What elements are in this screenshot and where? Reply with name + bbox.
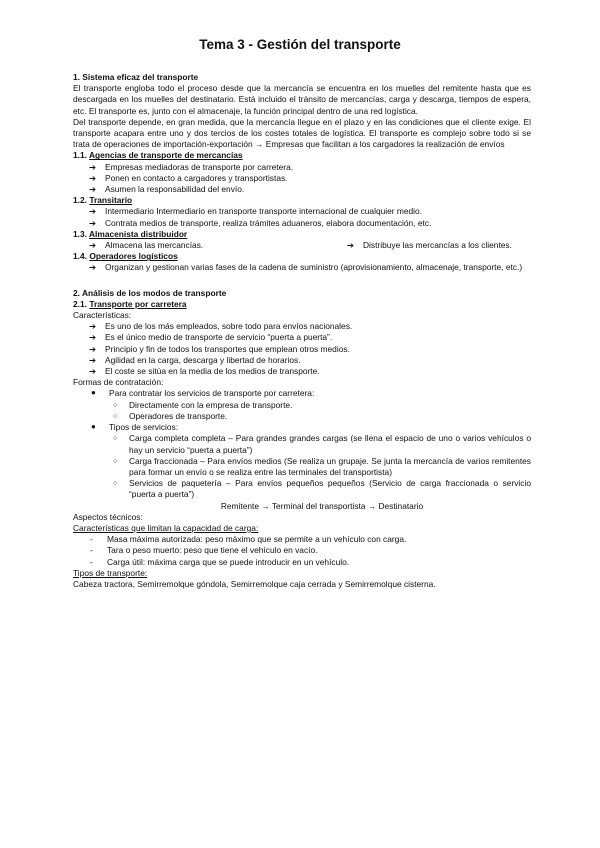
list-item: - Tara o peso muerto: peso que tiene el vehículo en vacío. — [90, 545, 318, 556]
subsection-2-1-heading — [73, 299, 531, 310]
circle-bullet-icon: ○ — [113, 412, 118, 420]
subsection-number: 2.1. — [73, 298, 87, 309]
contract-forms-label: Formas de contratación: — [73, 377, 164, 388]
capacity-limits-label: Características que limitan la capacidad de carga: — [73, 522, 259, 533]
arrow-icon: ➔ — [89, 354, 97, 365]
bullet-icon: ● — [91, 422, 96, 432]
list-item: ➔ Principio y fin de todos los transportes que emplean otros medios. — [89, 343, 350, 354]
circle-bullet-icon: ○ — [113, 401, 118, 409]
list-item: ➔ El coste se sitúa en la media de los medios de transporte. — [89, 366, 320, 377]
list-item: ➔ Agilidad en la carga, descarga y libertad de horarios. — [89, 354, 301, 365]
list-item: ○ Carga fraccionada – Para envíos medios (Se realiza un grupaje. Se junta la mercancía de varios remitentes para formar un envío o se realiza entre las terminales del transportista) — [113, 455, 531, 477]
bullet-icon: ● — [91, 388, 96, 398]
transport-flow: Remitente → Terminal del transportista → Destinatario — [220, 500, 424, 511]
list-item: ● Para contratar los servicios de transporte por carretera: — [91, 388, 315, 399]
arrow-icon: ➔ — [89, 262, 97, 273]
list-item: ○ Operadores de transporte. — [113, 410, 228, 421]
page-title: Tema 3 - Gestión del transporte — [199, 37, 401, 52]
subsection-title: Agencias de transporte de mercancías — [89, 150, 243, 161]
document-body — [73, 72, 531, 590]
circle-bullet-icon: ○ — [113, 480, 118, 488]
circle-bullet-icon: ○ — [113, 435, 118, 443]
circle-bullet-icon: ○ — [113, 457, 118, 465]
list-item: ➔ Asumen la responsabilidad del envío. — [89, 184, 245, 195]
subsection-1-1-heading — [73, 150, 531, 161]
list-item: ➔ Empresas mediadoras de transporte por carretera. — [89, 161, 294, 172]
subsection-number: 1.2. — [73, 195, 87, 206]
section-1-paragraph-1: El transporte engloba todo el proceso desde que la mercancía se encuentra en los muelles del remitente hasta que es descargada en los muelles del destinatario. Está incluido el tránsito de mercancías, carga y descarga, tiempos de espera, etc. El transporte es, junto con el almacenaje, la función principal dentro de una red logística. — [73, 83, 531, 116]
dash-icon: - — [90, 534, 93, 545]
list-item: ● Tipos de servicios: — [91, 422, 179, 433]
subsection-title: Transitario — [89, 195, 133, 206]
arrow-icon: ➔ — [89, 332, 97, 343]
section-2-heading: 2. Análisis de los modos de transporte — [73, 287, 227, 298]
list-item: ➔ Organizan y gestionan varias fases de la cadena de suministro (aprovisionamiento, almacenaje, transporte, etc.) — [89, 262, 523, 273]
subsection-title: Transporte por carretera — [89, 298, 187, 309]
technical-aspects-label: Aspectos técnicos: — [73, 511, 143, 522]
list-item: ➔ Distribuye las mercancías a los clientes. — [347, 240, 512, 251]
subsection-1-3-heading — [73, 229, 531, 240]
two-column-list — [73, 240, 531, 251]
list-item: ○ Carga completa completa – Para grandes grandes cargas (se llena el espacio de uno o varios vehículos o hay un servicio “puerta a puerta”) — [113, 433, 531, 455]
arrow-icon: ➔ — [89, 172, 97, 183]
list-item: ○ Directamente con la empresa de transporte. — [113, 399, 293, 410]
characteristics-label: Características: — [73, 310, 132, 321]
dash-icon: - — [90, 545, 93, 556]
arrow-icon: ➔ — [89, 321, 97, 332]
list-item: - Carga útil: máxima carga que se puede introducir en un vehículo. — [90, 556, 350, 567]
list-item: ➔ Es el único medio de transporte de servicio “puerta a puerta”. — [89, 332, 333, 343]
subsection-number: 1.4. — [73, 251, 87, 262]
list-item: ➔ Es uno de los más empleados, sobre todo para envíos nacionales. — [89, 321, 353, 332]
arrow-icon: ➔ — [89, 161, 97, 172]
list-item: ➔ Intermediario Intermediario en transporte transporte internacional de cualquier medio. — [89, 206, 423, 217]
arrow-icon: ➔ — [89, 184, 97, 195]
arrow-icon: ➔ — [89, 366, 97, 377]
subsection-title: Operadores logísticos — [89, 251, 178, 262]
arrow-icon: ➔ — [89, 240, 97, 251]
section-1-paragraph-2: Del transporte depende, en gran medida, que la mercancía llegue en el plazo y en las condiciones que el cliente exige. El transporte acapara entre uno y dos tercios de los costes totales de logística. El transporte es complejo sobre todo si se trata de operaciones de importación-exportación → Empresas que facilitan a los cargadores la realización de envíos — [73, 116, 531, 150]
subsection-number: 1.3. — [73, 228, 87, 239]
subsection-title: Almacenista distribuidor — [89, 228, 188, 239]
list-item: ➔ Almacena las mercancías. — [89, 240, 204, 251]
list-item: - Masa máxima autorizada: peso máximo que se permite a un vehículo con carga. — [90, 534, 407, 545]
transport-types-text: Cabeza tractora, Semirremolque góndola, Semirremolque caja cerrada y Semirremolque cisterna. — [73, 578, 436, 589]
section-1-heading: 1. Sistema eficaz del transporte — [73, 72, 199, 82]
list-item: ○ Servicios de paquetería – Para envíos pequeños pequeños (Servicio de carga fraccionada o servicio “puerta a puerta”) — [113, 478, 531, 500]
subsection-number: 1.1. — [73, 150, 87, 161]
transport-types-label: Tipos de transporte: — [73, 567, 148, 578]
list-item: ➔ Ponen en contacto a cargadores y transportistas. — [89, 172, 288, 183]
dash-icon: - — [90, 556, 93, 567]
arrow-icon: ➔ — [347, 240, 355, 251]
arrow-icon: ➔ — [89, 343, 97, 354]
list-item: ➔ Contrata medios de transporte, realiza trámites aduaneros, elabora documentación, etc. — [89, 217, 432, 228]
arrow-icon: ➔ — [89, 217, 97, 228]
subsection-1-4-heading — [73, 251, 531, 262]
arrow-icon: ➔ — [89, 206, 97, 217]
subsection-1-2-heading — [73, 195, 531, 206]
